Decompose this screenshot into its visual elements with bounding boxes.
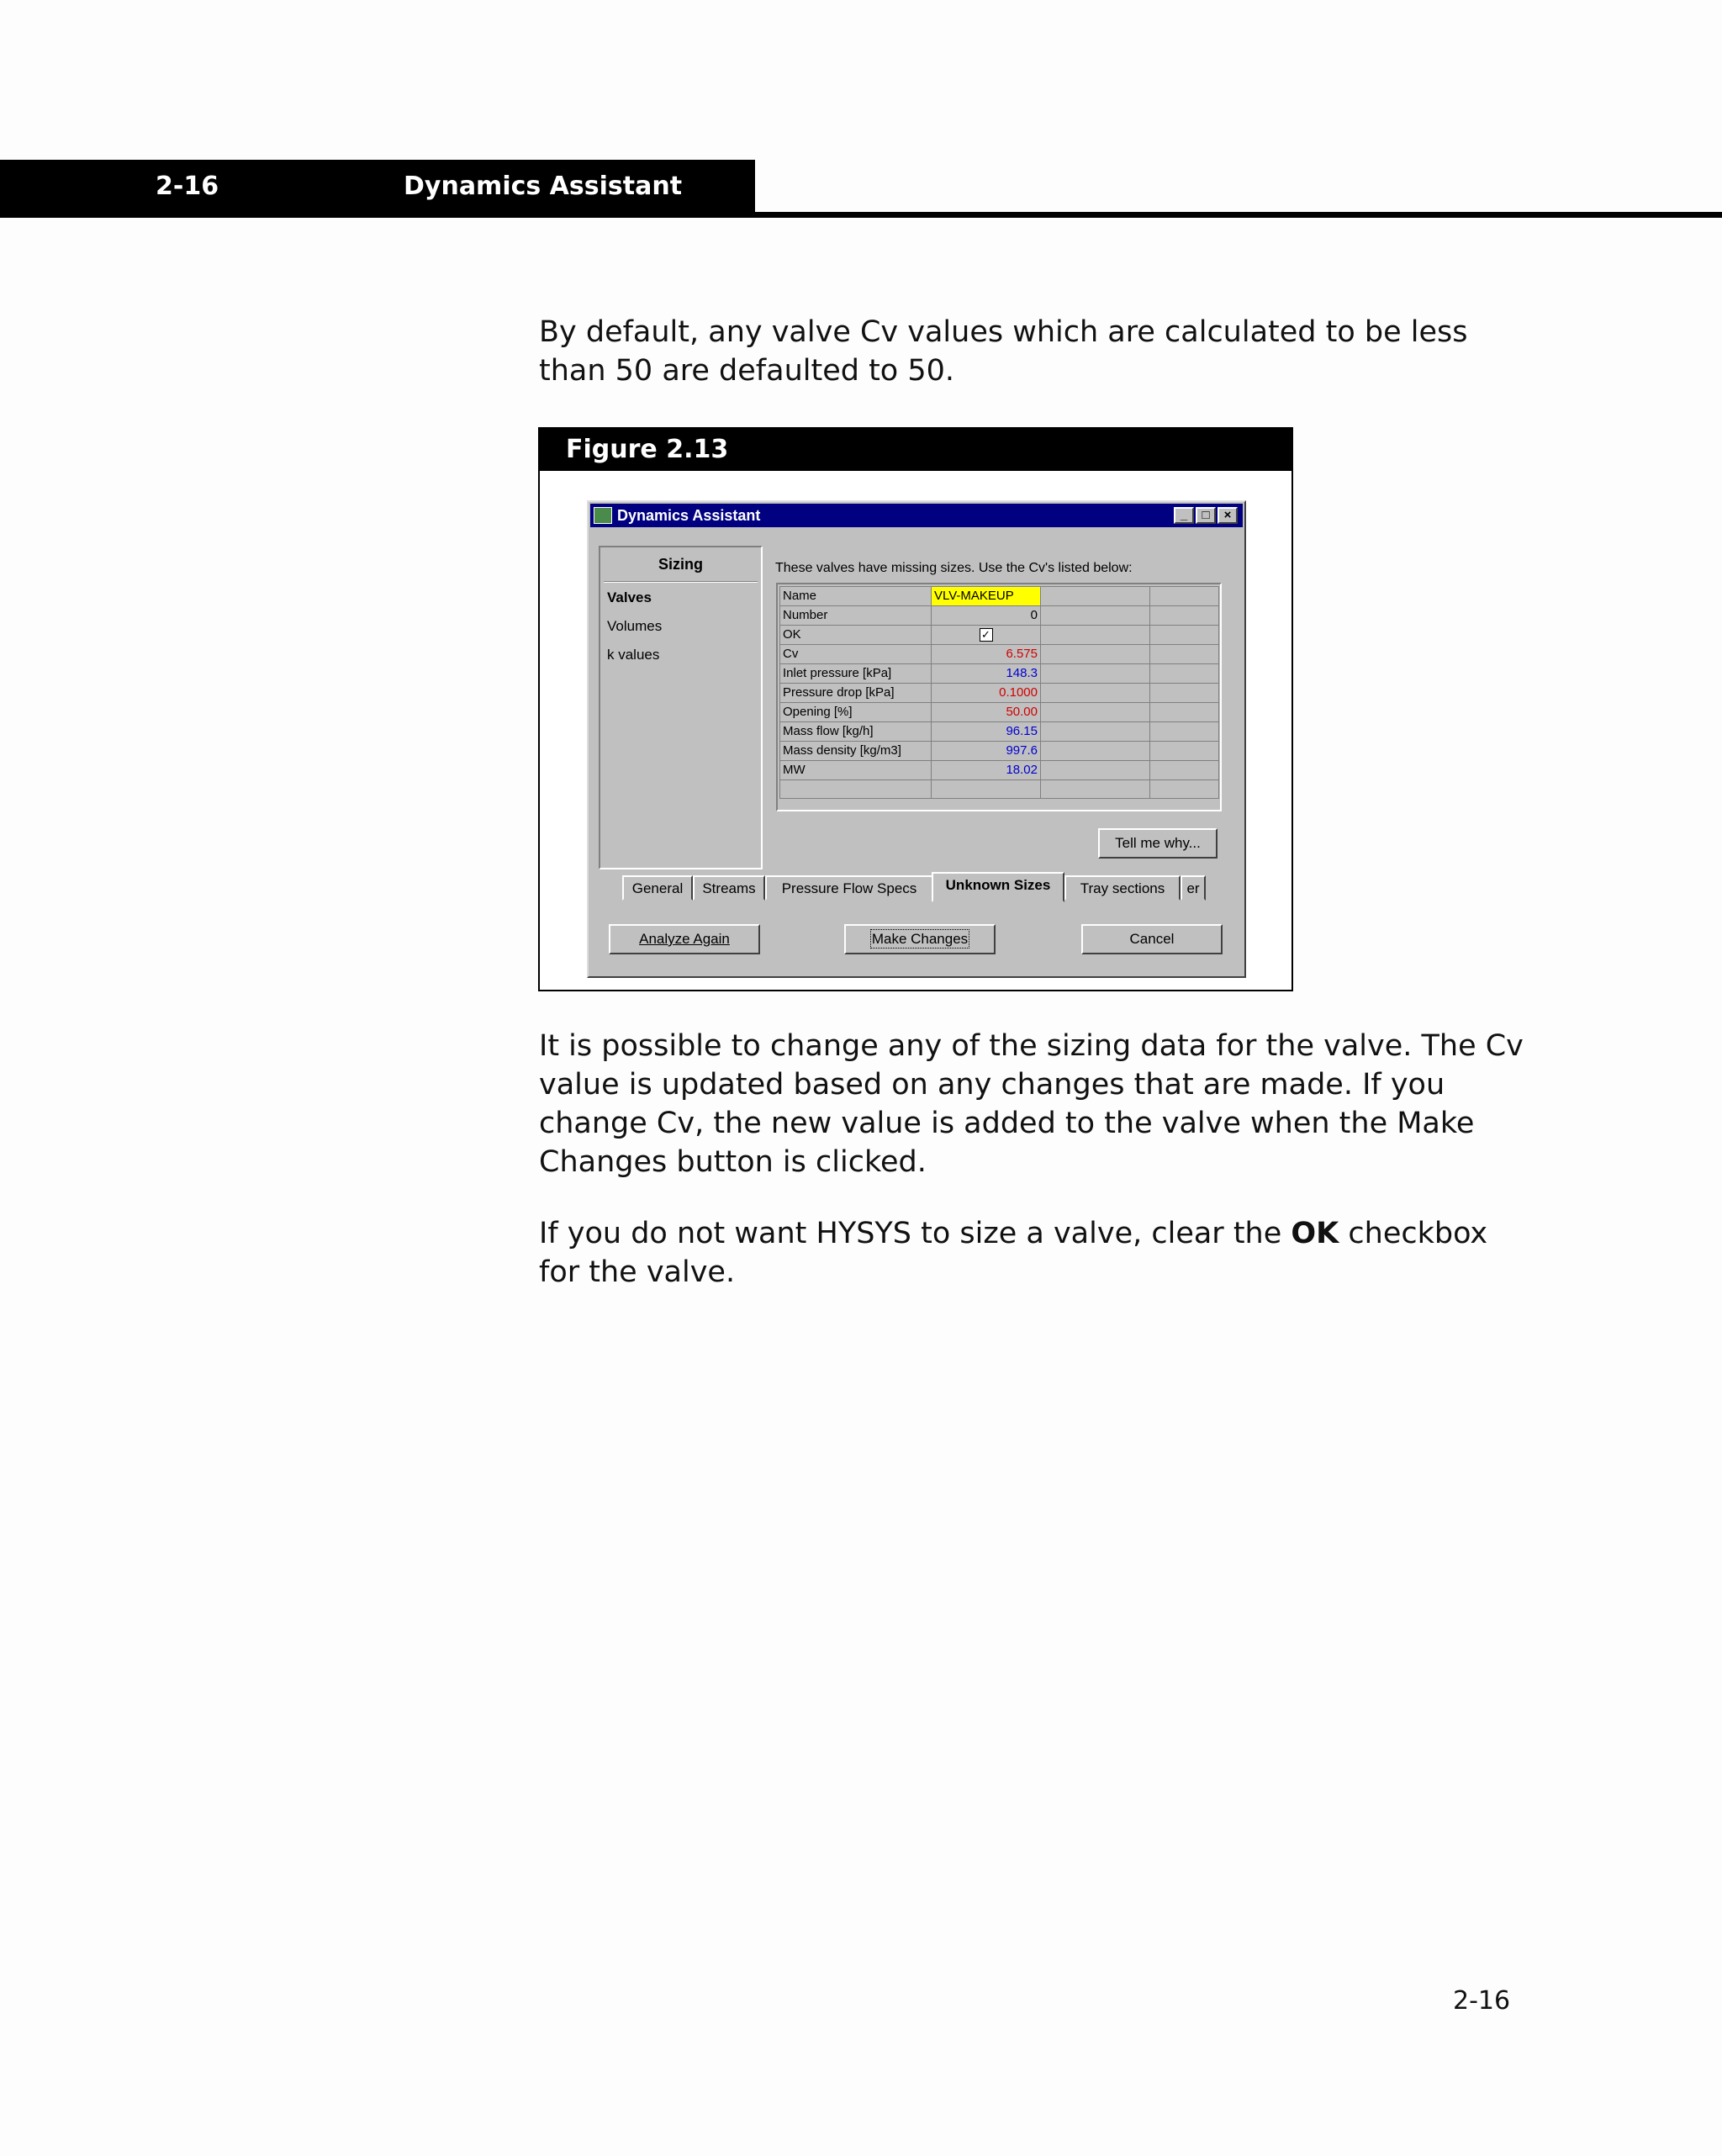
grid-cell-empty[interactable] (1041, 645, 1150, 664)
intro-paragraph: By default, any valve Cv values which are calculated to be less than 50 are defaulted to 50. (539, 315, 1468, 388)
grid-row-label: Name (780, 587, 932, 606)
grid-cell-value[interactable]: 0.1000 (932, 684, 1041, 703)
grid-cell-empty[interactable] (1150, 703, 1219, 722)
grid-cell-empty[interactable] (1041, 761, 1150, 780)
grid-row-label: Inlet pressure [kPa] (780, 664, 932, 684)
header-rule (0, 212, 1722, 218)
sizing-item-valves[interactable]: Valves (607, 589, 652, 605)
grid-row (780, 645, 1219, 664)
grid-cell-empty[interactable] (1041, 626, 1150, 645)
ok-checkbox[interactable] (932, 626, 1041, 645)
sizing-item-k-values[interactable]: k values (607, 647, 660, 663)
grid-cell-value[interactable]: VLV-MAKEUP (932, 587, 1041, 606)
sizing-item-volumes[interactable]: Volumes (607, 618, 663, 634)
tab-general[interactable]: General (622, 875, 693, 901)
grid-row (780, 742, 1219, 761)
grid-cell-empty[interactable] (1041, 703, 1150, 722)
grid-cell-empty[interactable] (1150, 761, 1219, 780)
grid-cell-empty[interactable] (1041, 684, 1150, 703)
grid-cell-empty[interactable] (1041, 742, 1150, 761)
grid-row-label: Cv (780, 645, 932, 664)
dialog-title: Dynamics Assistant (617, 507, 761, 524)
grid-cell-empty[interactable] (1150, 780, 1219, 799)
header-title: Dynamics Assistant (404, 172, 683, 201)
grid-cell-value[interactable]: 0 (932, 606, 1041, 626)
grid-row-label (780, 780, 932, 799)
grid-cell-value[interactable]: 148.3 (932, 664, 1041, 684)
grid-cell-value[interactable]: 96.15 (932, 722, 1041, 742)
grid-row-label: Mass density [kg/m3] (780, 742, 932, 761)
cancel-button[interactable]: Cancel (1081, 924, 1223, 954)
grid-row (780, 606, 1219, 626)
grid-cell-empty[interactable] (1150, 722, 1219, 742)
tab-streams[interactable]: Streams (693, 875, 765, 901)
check-icon: ✓ (980, 628, 993, 642)
sizing-panel (599, 546, 763, 869)
grid-cell-empty[interactable] (1150, 684, 1219, 703)
valve-sizing-grid (776, 583, 1222, 811)
grid-cell-value[interactable]: 6.575 (932, 645, 1041, 664)
grid-row-label: Opening [%] (780, 703, 932, 722)
ok-checkbox-paragraph: If you do not want HYSYS to size a valve, clear the OK checkbox for the valve. (539, 1217, 1488, 1289)
grid-table (779, 586, 1219, 799)
grid-cell-empty[interactable] (1150, 587, 1219, 606)
grid-cell-empty[interactable] (1041, 664, 1150, 684)
grid-cell-value[interactable] (932, 780, 1041, 799)
grid-row (780, 684, 1219, 703)
grid-cell-empty[interactable] (1041, 780, 1150, 799)
tell-me-why-button[interactable]: Tell me why... (1098, 828, 1218, 859)
tab-truncated[interactable]: er (1181, 875, 1206, 901)
analyze-again-button[interactable]: Analyze Again (609, 924, 760, 954)
app-icon (594, 507, 612, 524)
grid-row (780, 761, 1219, 780)
grid-cell-empty[interactable] (1041, 587, 1150, 606)
grid-cell-empty[interactable] (1150, 664, 1219, 684)
grid-row (780, 587, 1219, 606)
tab-unknown-sizes[interactable]: Unknown Sizes (932, 872, 1064, 902)
figure (538, 427, 1293, 991)
grid-row (780, 703, 1219, 722)
grid-row-label: Pressure drop [kPa] (780, 684, 932, 703)
maximize-icon[interactable]: □ (1196, 507, 1216, 524)
footer-page-number: 2-16 (1453, 1986, 1511, 2016)
sizing-divider (604, 581, 758, 583)
grid-row (780, 626, 1219, 645)
grid-cell-empty[interactable] (1150, 742, 1219, 761)
grid-row (780, 780, 1219, 799)
sizing-data-paragraph: It is possible to change any of the sizing data for the valve. The Cv value is updated based on any changes that are made. If you change Cv, the new value is added to the valve when the Make Changes button is clicked. (539, 1029, 1524, 1179)
tab-pressure-flow-specs[interactable]: Pressure Flow Specs (765, 875, 933, 901)
grid-row-label: MW (780, 761, 932, 780)
grid-row-label: Mass flow [kg/h] (780, 722, 932, 742)
dynamics-assistant-dialog (587, 500, 1246, 978)
grid-cell-value[interactable]: 18.02 (932, 761, 1041, 780)
grid-row-label: OK (780, 626, 932, 645)
grid-cell-empty[interactable] (1150, 645, 1219, 664)
sizing-heading: Sizing (658, 556, 703, 573)
header-page-number: 2-16 (156, 172, 219, 201)
figure-label: Figure 2.13 (540, 429, 1292, 471)
grid-cell-empty[interactable] (1150, 626, 1219, 645)
grid-row-label: Number (780, 606, 932, 626)
grid-cell-empty[interactable] (1150, 606, 1219, 626)
grid-cell-empty[interactable] (1041, 722, 1150, 742)
dialog-titlebar (590, 504, 1243, 527)
minimize-icon[interactable]: _ (1174, 507, 1194, 524)
grid-row (780, 664, 1219, 684)
grid-row (780, 722, 1219, 742)
grid-cell-value[interactable]: 997.6 (932, 742, 1041, 761)
tab-tray-sections[interactable]: Tray sections (1064, 875, 1181, 901)
make-changes-button[interactable]: Make Changes (844, 924, 996, 954)
instruction-text: These valves have missing sizes. Use the Cv's listed below: (775, 561, 1133, 575)
close-icon[interactable]: × (1218, 507, 1238, 524)
grid-cell-value[interactable]: 50.00 (932, 703, 1041, 722)
grid-cell-empty[interactable] (1041, 606, 1150, 626)
